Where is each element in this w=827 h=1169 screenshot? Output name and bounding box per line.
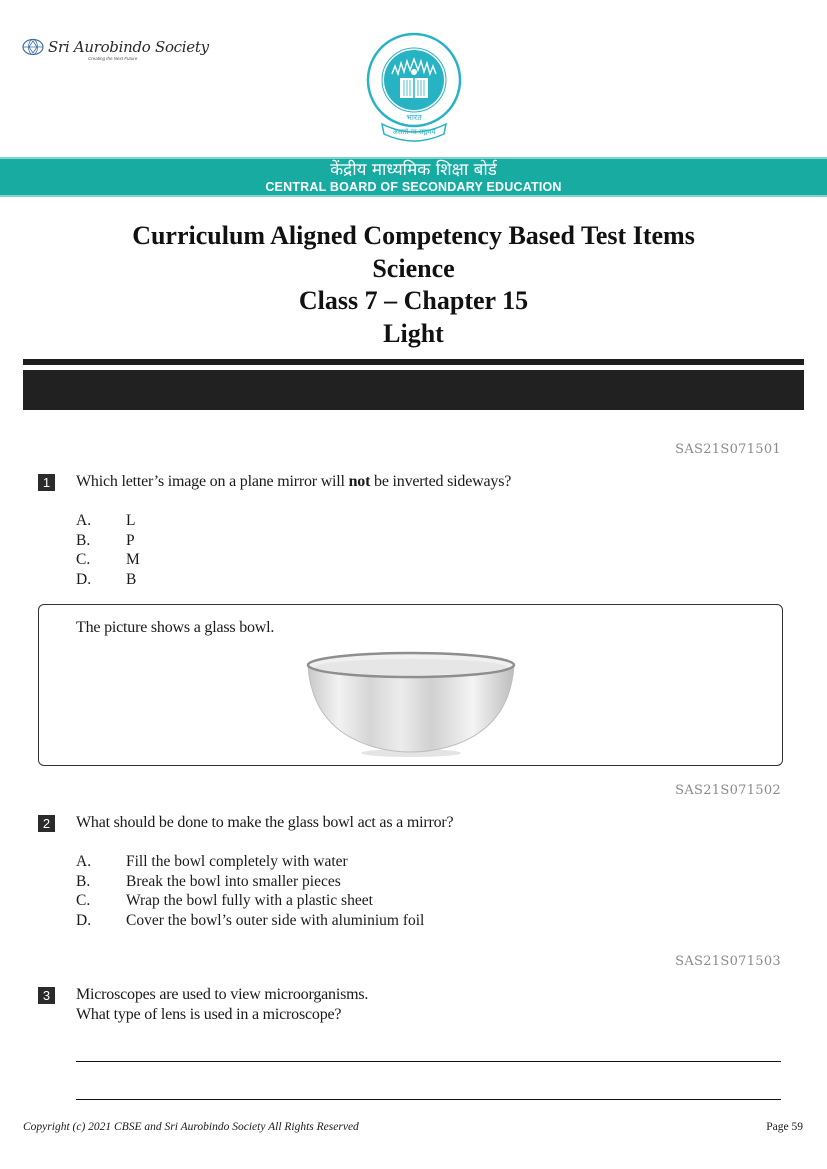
question-3-text: [76, 985, 368, 1025]
context-text: The picture shows a glass bowl.: [76, 619, 275, 636]
option-d[interactable]: D. B: [76, 570, 137, 588]
title-line-1: Curriculum Aligned Competency Based Test Items: [132, 221, 695, 250]
question-number-badge-2: 2: [38, 815, 55, 832]
option-c[interactable]: C. Wrap the bowl fully with a plastic sheet: [76, 892, 373, 910]
question-3-line-1: Microscopes are used to view microorganisms.: [76, 986, 369, 1003]
item-code-q3: SAS21S071503: [675, 954, 781, 969]
title-chapter-name: Light: [383, 318, 444, 348]
option-a[interactable]: A. Fill the bowl completely with water: [76, 853, 348, 870]
context-box: [38, 604, 783, 766]
svg-text:असतो मा सद्गमय: असतो मा सद्गमय: [392, 128, 436, 136]
question-number-badge-3: 3: [38, 987, 55, 1004]
question-number-badge-1: 1: [38, 474, 55, 491]
title-subject: Science: [372, 253, 455, 283]
question-2-text: What should be done to make the glass bowl act as a mirror?: [76, 814, 454, 831]
glass-bowl-image: [304, 649, 519, 759]
option-a[interactable]: A. L: [76, 512, 136, 529]
title-class-chapter: Class 7 – Chapter 15: [298, 286, 529, 315]
globe-emblem-icon: [22, 38, 44, 56]
question-3-line-2: What type of lens is used in a microscope?: [76, 1006, 342, 1023]
divider-thin: [23, 359, 804, 365]
copyright-notice: Copyright (c) 2021 CBSE and Sri Aurobindo Society All Rights Reserved: [23, 1121, 359, 1133]
answer-line-1[interactable]: [76, 1061, 781, 1062]
option-b[interactable]: B. P: [76, 531, 135, 549]
answer-line-2[interactable]: [76, 1099, 781, 1100]
option-b[interactable]: B. Break the bowl into smaller pieces: [76, 872, 341, 890]
publisher-logo: [22, 37, 209, 61]
question-2-options: [76, 852, 424, 930]
banner-english-title: CENTRAL BOARD OF SECONDARY EDUCATION: [265, 180, 562, 194]
option-d[interactable]: D. Cover the bowl’s outer side with aluminium foil: [76, 911, 425, 929]
question-1-text: Which letter’s image on a plane mirror will not be inverted sideways?: [76, 473, 512, 490]
page-number: Page 59: [766, 1121, 803, 1133]
banner-hindi-title: केंद्रीय माध्यमिक शिक्षा बोर्ड: [330, 160, 497, 180]
question-1-options: [76, 511, 140, 589]
option-c[interactable]: C. M: [76, 551, 140, 569]
publisher-tagline: Creating the Next Future: [88, 56, 138, 61]
publisher-name: Sri Aurobindo Society: [48, 37, 209, 56]
divider-thick-bar: [23, 370, 804, 410]
document-title: [0, 220, 827, 350]
svg-text:भारत: भारत: [406, 113, 422, 122]
emphasis-not: not: [348, 473, 371, 490]
board-banner: [0, 157, 827, 197]
item-code-q1: SAS21S071501: [675, 442, 781, 457]
cbse-emblem-icon: [364, 32, 464, 142]
item-code-q2: SAS21S071502: [675, 783, 781, 798]
